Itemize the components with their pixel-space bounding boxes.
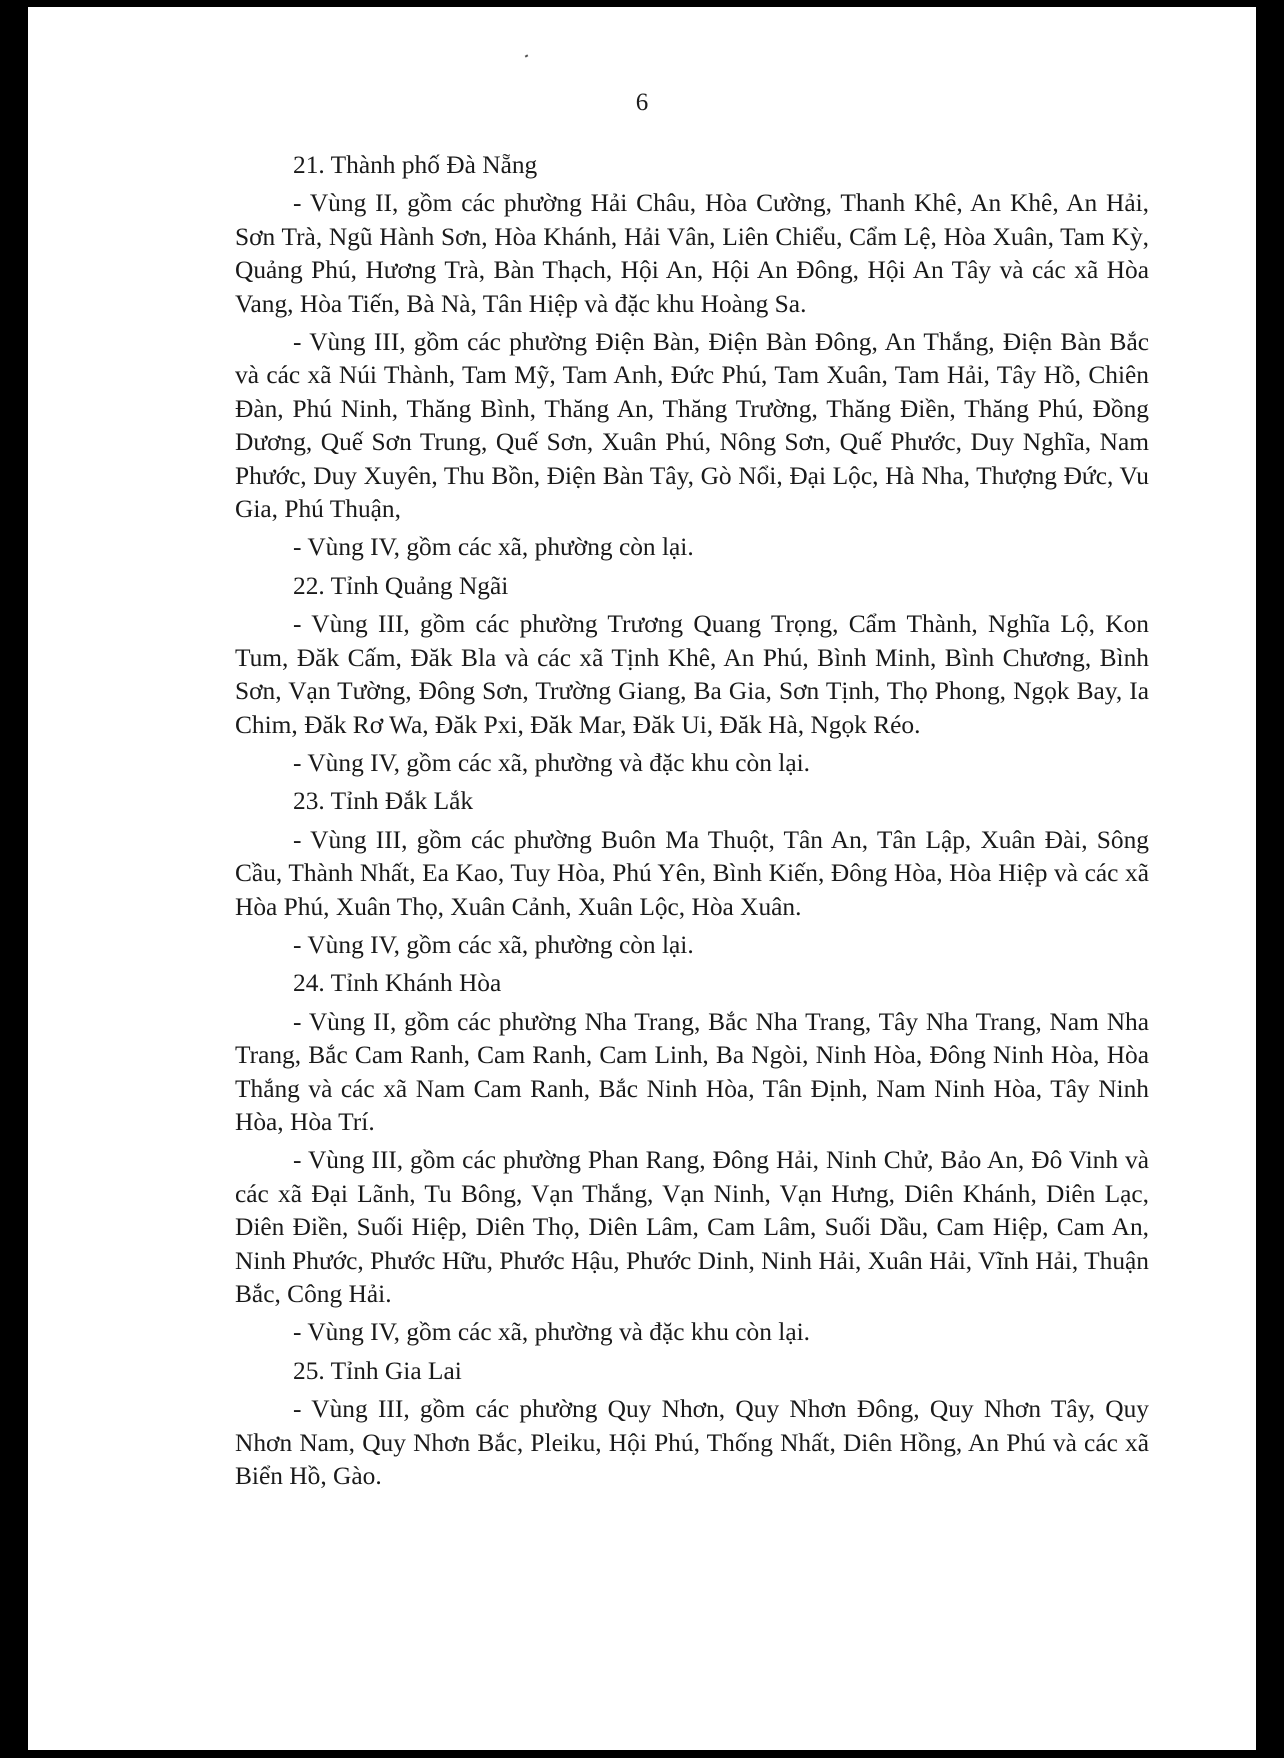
paragraph: - Vùng III, gồm các phường Buôn Ma Thuột, Tân An, Tân Lập, Xuân Đài, Sông Cầu, Thành Nhất, Ea Kao, Tuy Hòa, Phú Yên, Bình Kiến, Đông Hòa, Hòa Hiệp và các xã Hòa Phú, Xuân Thọ, Xuân Cảnh, Xuân Lộc, Hòa Xuân. xyxy=(235,825,1149,921)
paragraph: - Vùng III, gồm các phường Quy Nhơn, Quy Nhơn Đông, Quy Nhơn Tây, Quy Nhơn Nam, Quy Nhơn Bắc, Pleiku, Hội Phú, Thống Nhất, Diên Hồng, An Phú và các xã Biển Hồ, Gào. xyxy=(235,1395,1149,1491)
paragraph: - Vùng IV, gồm các xã, phường và đặc khu còn lại. xyxy=(293,1318,811,1347)
section-title-khanh-hoa: 24. Tỉnh Khánh Hòa xyxy=(293,969,502,998)
paragraph: - Vùng IV, gồm các xã, phường còn lại. xyxy=(293,533,694,562)
paragraph: - Vùng III, gồm các phường Trương Quang Trọng, Cẩm Thành, Nghĩa Lộ, Kon Tum, Đăk Cấm, Đăk Bla và các xã Tịnh Khê, An Phú, Bình Minh, Bình Chương, Bình Sơn, Vạn Tường, Đông Sơn, Trường Giang, Ba Gia, Sơn Tịnh, Thọ Phong, Ngọk Bay, Ia Chim, Đăk Rơ Wa, Đăk Pxi, Đăk Mar, Đăk Ui, Đăk Hà, Ngọk Réo. xyxy=(235,610,1149,739)
paragraph: - Vùng III, gồm các phường Điện Bàn, Điện Bàn Đông, An Thắng, Điện Bàn Bắc và các xã Núi Thành, Tam Mỹ, Tam Anh, Đức Phú, Tam Xuân, Tam Hải, Tây Hồ, Chiên Đàn, Phú Ninh, Thăng Bình, Thăng An, Thăng Trường, Thăng Điền, Thăng Phú, Đồng Dương, Quế Sơn Trung, Quế Sơn, Xuân Phú, Nông Sơn, Quế Phước, Duy Nghĩa, Nam Phước, Duy Xuyên, Thu Bồn, Điện Bàn Tây, Gò Nổi, Đại Lộc, Hà Nha, Thượng Đức, Vu Gia, Phú Thuận, xyxy=(235,328,1149,524)
paragraph: - Vùng II, gồm các phường Hải Châu, Hòa Cường, Thanh Khê, An Khê, An Hải, Sơn Trà, Ngũ Hành Sơn, Hòa Khánh, Hải Vân, Liên Chiểu, Cẩm Lệ, Hòa Xuân, Tam Kỳ, Quảng Phú, Hương Trà, Bàn Thạch, Hội An, Hội An Đông, Hội An Tây và các xã Hòa Vang, Hòa Tiến, Bà Nà, Tân Hiệp và đặc khu Hoàng Sa. xyxy=(235,189,1149,318)
paragraph: - Vùng IV, gồm các xã, phường và đặc khu còn lại. xyxy=(293,748,811,777)
paragraph: - Vùng IV, gồm các xã, phường còn lại. xyxy=(293,930,694,959)
document-page xyxy=(28,7,1256,1750)
paragraph: - Vùng II, gồm các phường Nha Trang, Bắc Nha Trang, Tây Nha Trang, Nam Nha Trang, Bắc Cam Ranh, Cam Ranh, Cam Linh, Ba Ngòi, Ninh Hòa, Đông Ninh Hòa, Hòa Thắng và các xã Nam Cam Ranh, Bắc Ninh Hòa, Tân Định, Nam Ninh Hòa, Tây Ninh Hòa, Hòa Trí. xyxy=(235,1007,1149,1136)
section-title-quang-ngai: 22. Tỉnh Quảng Ngãi xyxy=(293,571,509,600)
scan-border xyxy=(1256,0,1284,1758)
page-number: 6 xyxy=(635,89,649,116)
document-body xyxy=(235,149,1149,1498)
scan-speck xyxy=(525,54,529,57)
paragraph: - Vùng III, gồm các phường Phan Rang, Đông Hải, Ninh Chử, Bảo An, Đô Vinh và các xã Đại Lãnh, Tu Bông, Vạn Thắng, Vạn Ninh, Vạn Hưng, Diên Khánh, Diên Lạc, Diên Điền, Suối Hiệp, Diên Thọ, Diên Lâm, Cam Lâm, Suối Dầu, Cam Hiệp, Cam An, Ninh Phước, Phước Hữu, Phước Hậu, Phước Dinh, Ninh Hải, Xuân Hải, Vĩnh Hải, Thuận Bắc, Công Hải. xyxy=(235,1146,1149,1308)
section-title-da-nang: 21. Thành phố Đà Nẵng xyxy=(293,151,538,179)
section-title-gia-lai: 25. Tỉnh Gia Lai xyxy=(293,1356,462,1385)
section-title-dak-lak: 23. Tỉnh Đắk Lắk xyxy=(293,787,474,816)
